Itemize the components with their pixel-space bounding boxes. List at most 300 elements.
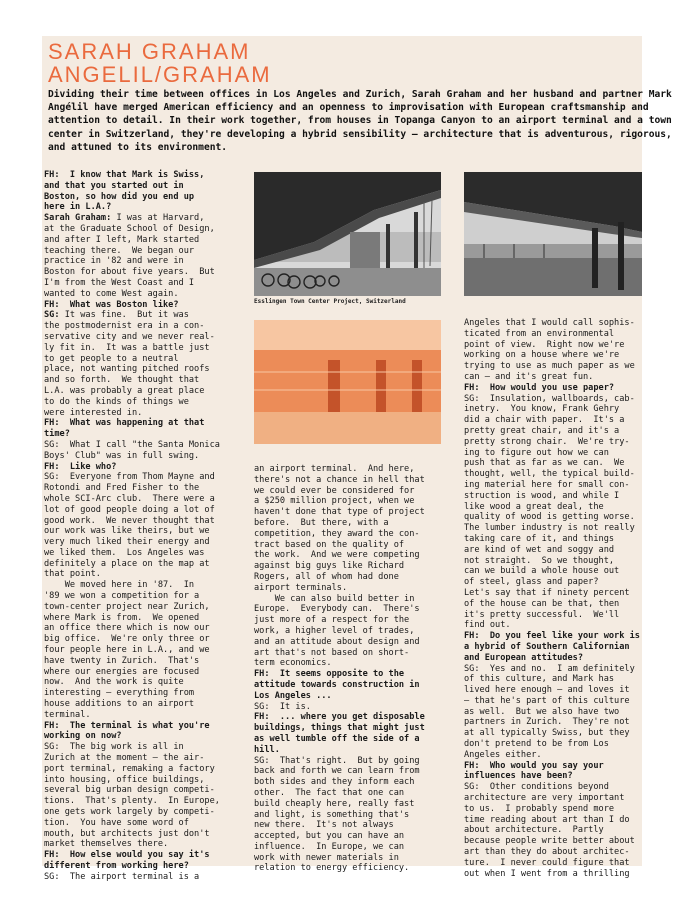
text-line bbox=[464, 717, 642, 728]
text-line bbox=[44, 213, 239, 224]
text-line-content: FH: Like who? bbox=[44, 461, 117, 472]
text-line bbox=[44, 451, 239, 462]
photo-canopy-bikes bbox=[254, 172, 441, 296]
text-line bbox=[254, 691, 442, 702]
text-line-content: and so forth. We thought that bbox=[44, 375, 200, 386]
text-line bbox=[464, 858, 642, 869]
text-line bbox=[464, 664, 642, 675]
text-line bbox=[464, 448, 642, 459]
text-line-content: of the house can be that, then bbox=[464, 598, 620, 609]
text-line-content: one gets work largely by competi- bbox=[44, 807, 215, 818]
text-line-content: — that he's part of this culture bbox=[464, 695, 630, 706]
text-line bbox=[44, 408, 239, 419]
text-line bbox=[44, 429, 239, 440]
text-line-content: ing to figure out how we can bbox=[464, 447, 609, 458]
text-line bbox=[464, 577, 642, 588]
text-line bbox=[44, 494, 239, 505]
text-line bbox=[464, 318, 642, 329]
text-line bbox=[254, 615, 442, 626]
text-line-content: Boston, so how did you end up bbox=[44, 191, 195, 202]
text-line-content: as well tumble off the side of a bbox=[254, 733, 420, 744]
text-line-content: big office. We're only three or bbox=[44, 634, 210, 645]
text-line-content: art than they do about architec- bbox=[464, 847, 630, 858]
text-line bbox=[44, 548, 239, 559]
text-line bbox=[44, 526, 239, 537]
text-line bbox=[44, 462, 239, 473]
text-line bbox=[254, 529, 442, 540]
text-line-content: interesting — everything from bbox=[44, 688, 195, 699]
text-line-content: whole SCI-Arc club. There were a bbox=[44, 493, 215, 504]
text-line bbox=[464, 750, 642, 761]
text-line-content: different from working here? bbox=[44, 861, 189, 871]
text-line bbox=[44, 202, 239, 213]
text-line bbox=[254, 669, 442, 680]
text-line bbox=[44, 300, 239, 311]
text-line-content: tract based on the quality of bbox=[254, 539, 405, 550]
text-line bbox=[44, 569, 239, 580]
text-line-content: it's pretty successful. We'll bbox=[464, 609, 620, 620]
text-line bbox=[44, 785, 239, 796]
text-line-content: are kind of wet and soggy and bbox=[464, 544, 615, 555]
text-line bbox=[44, 656, 239, 667]
text-line bbox=[44, 580, 239, 591]
text-line-content: working on a house where we're bbox=[464, 350, 620, 361]
text-line bbox=[464, 610, 642, 621]
text-line bbox=[44, 170, 239, 181]
text-line bbox=[254, 831, 442, 842]
text-line bbox=[254, 486, 442, 497]
text-line bbox=[44, 321, 239, 332]
text-line bbox=[44, 537, 239, 548]
text-line-content: at all typically Swiss, but they bbox=[464, 728, 630, 739]
text-line-content: find out. bbox=[464, 620, 511, 631]
text-line bbox=[464, 469, 642, 480]
text-line-content: just more of a respect for the bbox=[254, 615, 410, 626]
text-line bbox=[464, 372, 642, 383]
text-line bbox=[254, 734, 442, 745]
text-line bbox=[464, 545, 642, 556]
text-line bbox=[254, 626, 442, 637]
text-line bbox=[44, 343, 239, 354]
text-line-content: definitely a place on the map at bbox=[44, 558, 210, 569]
text-line bbox=[464, 771, 642, 782]
text-line bbox=[44, 364, 239, 375]
text-line-content: airport terminals. bbox=[254, 582, 348, 593]
text-line-content: there's not a chance in hell that bbox=[254, 474, 425, 485]
text-line-content: tion. You have some word of bbox=[44, 817, 189, 828]
text-line-content: SG: It is. bbox=[254, 701, 311, 712]
text-line-content: out when I went from a thrilling bbox=[464, 868, 630, 879]
text-line-content: partners in Zurich. They're not bbox=[464, 717, 630, 728]
text-line-content: thought, well, the typical build- bbox=[464, 469, 635, 480]
text-line bbox=[44, 850, 239, 861]
text-line-content: here in L.A.? bbox=[44, 202, 112, 213]
text-line-content: work, a higher level of trades, bbox=[254, 625, 415, 636]
text-line bbox=[254, 550, 442, 561]
text-line-content: several big urban design competi- bbox=[44, 785, 215, 796]
text-line bbox=[44, 332, 239, 343]
text-line bbox=[254, 648, 442, 659]
text-line bbox=[44, 742, 239, 753]
text-line-content: working on now? bbox=[44, 731, 122, 742]
text-line-content: FH: Who would you say your bbox=[464, 760, 604, 771]
text-line bbox=[254, 712, 442, 723]
text-line-content: SG: The airport terminal is a bbox=[44, 871, 200, 882]
text-line-content: Zurich at the moment — the air- bbox=[44, 753, 205, 764]
text-line-content: and that you started out in bbox=[44, 180, 184, 191]
text-line bbox=[254, 583, 442, 594]
text-line bbox=[464, 599, 642, 610]
article-title bbox=[48, 40, 272, 86]
text-line bbox=[44, 440, 239, 451]
text-line-content: not straight. So we thought, bbox=[464, 555, 615, 566]
text-line-content: haven't done that type of project bbox=[254, 507, 425, 518]
text-line-content: hill. bbox=[254, 744, 280, 755]
text-line bbox=[254, 594, 442, 605]
text-line bbox=[254, 810, 442, 821]
text-line-content: against big guys like Richard bbox=[254, 561, 405, 572]
text-line bbox=[464, 707, 642, 718]
text-line-content: ly fit in. It was a battle just bbox=[44, 342, 210, 353]
text-line-content: a $250 million project, when we bbox=[254, 496, 415, 507]
text-line-content: house additions to an airport bbox=[44, 699, 195, 710]
text-line bbox=[44, 472, 239, 483]
text-line-content: wanted to come West again. bbox=[44, 288, 179, 299]
text-line-content: about architecture. Partly bbox=[464, 825, 604, 836]
text-line-content: can — and it's great fun. bbox=[464, 371, 594, 382]
photo-building-orange bbox=[254, 320, 441, 444]
text-line bbox=[254, 658, 442, 669]
text-line bbox=[44, 753, 239, 764]
text-line bbox=[464, 340, 642, 351]
text-line-content: influence. In Europe, we can bbox=[254, 841, 405, 852]
text-line-content: FH: The terminal is what you're bbox=[44, 720, 210, 731]
photo-canopy-shelter bbox=[464, 172, 642, 296]
text-line-content: before. But there, with a bbox=[254, 517, 389, 528]
text-line bbox=[254, 496, 442, 507]
text-line-content: port terminal, remaking a factory bbox=[44, 763, 215, 774]
text-line bbox=[464, 404, 642, 415]
text-line-content: at the Graduate School of Design, bbox=[44, 223, 215, 234]
text-line-content: FH: ... where you get disposable bbox=[254, 712, 425, 723]
text-line-content: where our energies are focused bbox=[44, 666, 200, 677]
text-line-content: like wood a great deal, the bbox=[464, 501, 604, 512]
text-line bbox=[254, 604, 442, 615]
text-line bbox=[254, 723, 442, 734]
text-line-content: can we build a whole house out bbox=[464, 566, 620, 577]
text-line-content: competition, they award the con- bbox=[254, 528, 420, 539]
text-line-content: pretty strong chair. We're try- bbox=[464, 436, 630, 447]
text-line-content: an office there which is now our bbox=[44, 623, 210, 634]
text-line-content: the postmodernist era in a con- bbox=[44, 321, 205, 332]
text-line-content: FH: It seems opposite to the bbox=[254, 669, 405, 680]
text-line bbox=[44, 623, 239, 634]
text-line-content: town-center project near Zurich, bbox=[44, 601, 210, 612]
text-line-content: pretty great chair, and it's a bbox=[464, 425, 620, 436]
text-line-content: were interested in. bbox=[44, 407, 143, 418]
text-line bbox=[44, 829, 239, 840]
text-line-content: inetry. You know, Frank Gehry bbox=[464, 404, 620, 415]
text-line bbox=[254, 788, 442, 799]
text-line-content: to do the kinds of things we bbox=[44, 396, 189, 407]
text-line-content: an airport terminal. And here, bbox=[254, 464, 415, 474]
text-line bbox=[254, 853, 442, 864]
text-line-content: of steel, glass and paper? bbox=[464, 577, 599, 588]
text-line-content: where Mark is from. We opened bbox=[44, 612, 200, 623]
text-line-content: Rotondi and Fred Fisher to the bbox=[44, 483, 200, 494]
text-line bbox=[44, 807, 239, 818]
text-line-content: '89 we won a competition for a bbox=[44, 591, 200, 602]
text-line-content: Los Angeles ... bbox=[254, 690, 332, 701]
text-line-content: ticated from an environmental bbox=[464, 328, 615, 339]
text-line bbox=[44, 645, 239, 656]
text-line bbox=[254, 702, 442, 713]
text-line-content: attitude towards construction in bbox=[254, 679, 420, 690]
text-line bbox=[254, 561, 442, 572]
text-line bbox=[44, 731, 239, 742]
text-line-content: I'm from the West Coast and I bbox=[44, 277, 195, 288]
text-line-content: push that as far as we can. We bbox=[464, 458, 625, 469]
text-line-content: lived here enough — and loves it bbox=[464, 685, 630, 696]
text-line bbox=[464, 685, 642, 696]
text-line bbox=[254, 464, 442, 475]
text-line-content: taking care of it, and things bbox=[464, 533, 615, 544]
text-line-content: Sarah Graham: bbox=[44, 213, 112, 224]
text-line bbox=[464, 620, 642, 631]
text-line bbox=[464, 782, 642, 793]
text-line-content: SG: Everyone from Thom Mayne and bbox=[44, 472, 215, 483]
text-line-content: influences have been? bbox=[464, 771, 573, 782]
interview-column-1 bbox=[44, 170, 239, 882]
interview-column-3 bbox=[464, 318, 642, 879]
text-line bbox=[44, 483, 239, 494]
text-line bbox=[254, 756, 442, 767]
text-line bbox=[464, 502, 642, 513]
text-line bbox=[44, 861, 239, 872]
text-line-content: mouth, but architects just don't bbox=[44, 828, 210, 839]
text-line-content: SG: That's right. But by going bbox=[254, 755, 420, 766]
text-line bbox=[464, 491, 642, 502]
text-line bbox=[254, 680, 442, 691]
text-line-content: accepted, but you can have an bbox=[254, 831, 405, 842]
text-line-content: ture. I never could figure that bbox=[464, 857, 630, 868]
text-line bbox=[464, 566, 642, 577]
text-line bbox=[464, 394, 642, 405]
text-line bbox=[44, 613, 239, 624]
text-line bbox=[44, 667, 239, 678]
text-line-content: back and forth we can learn from bbox=[254, 766, 420, 777]
text-line-content: teaching there. We began our bbox=[44, 245, 195, 256]
text-line-content: Let's say that if ninety percent bbox=[464, 587, 630, 598]
text-line bbox=[44, 775, 239, 786]
text-line bbox=[464, 480, 642, 491]
text-line-content: to get people to a neutral bbox=[44, 353, 179, 364]
text-line-content: FH: How else would you say it's bbox=[44, 850, 210, 861]
text-line bbox=[44, 602, 239, 613]
text-line bbox=[44, 818, 239, 829]
text-line-content: Europe. Everybody can. There's bbox=[254, 604, 420, 615]
text-line bbox=[44, 246, 239, 257]
text-line-content: SG: Insulation, wallboards, cab- bbox=[464, 393, 635, 404]
text-line bbox=[464, 631, 642, 642]
text-line bbox=[254, 518, 442, 529]
text-line bbox=[44, 710, 239, 721]
photo-caption: Esslingen Town Center Project, Switzerland bbox=[254, 298, 406, 305]
text-line-content: term economics. bbox=[254, 658, 332, 669]
text-line bbox=[254, 572, 442, 583]
text-line-content: of this culture, and Mark has bbox=[464, 674, 615, 685]
text-line-content: and an attitude about design and bbox=[254, 636, 420, 647]
text-line bbox=[464, 869, 642, 880]
text-line-content: new there. It's not always bbox=[254, 820, 394, 831]
text-line bbox=[464, 383, 642, 394]
text-line bbox=[44, 386, 239, 397]
text-line-content: tions. That's plenty. In Europe, bbox=[44, 796, 220, 807]
text-line bbox=[254, 842, 442, 853]
text-line bbox=[464, 815, 642, 826]
text-line-content: The lumber industry is not really bbox=[464, 523, 635, 534]
text-line-content: struction is wood, and while I bbox=[464, 490, 620, 501]
text-line-content: other. The fact that one can bbox=[254, 787, 405, 798]
text-line-content: time? bbox=[44, 429, 70, 440]
text-line bbox=[464, 426, 642, 437]
text-line bbox=[44, 721, 239, 732]
text-line bbox=[464, 523, 642, 534]
text-line-content: architecture are very important bbox=[464, 793, 625, 804]
text-line-content: Boys' Club" was in full swing. bbox=[44, 450, 200, 461]
magazine-page bbox=[42, 36, 672, 882]
title-line-1: SARAH GRAHAM bbox=[48, 39, 251, 64]
text-line bbox=[464, 512, 642, 523]
text-line bbox=[254, 540, 442, 551]
text-line-content: art that's not based on short- bbox=[254, 647, 410, 658]
text-line-content: trying to use as much paper as we bbox=[464, 361, 635, 372]
text-line bbox=[254, 863, 442, 874]
text-line-content: Rogers, all of whom had done bbox=[254, 571, 399, 582]
text-line bbox=[254, 766, 442, 777]
text-line bbox=[44, 192, 239, 203]
text-line bbox=[44, 310, 239, 321]
text-line bbox=[254, 637, 442, 648]
text-line bbox=[464, 329, 642, 340]
text-line bbox=[44, 289, 239, 300]
text-line bbox=[44, 256, 239, 267]
text-line-content: market themselves there. bbox=[44, 839, 169, 850]
text-line-content: SG: Other conditions beyond bbox=[464, 782, 609, 793]
text-line-content: as well. But we also have two bbox=[464, 706, 620, 717]
text-line bbox=[44, 839, 239, 850]
text-line-content: to us. I probably spend more bbox=[464, 803, 615, 814]
text-line-content: have twenty in Zurich. That's bbox=[44, 655, 200, 666]
text-line bbox=[44, 505, 239, 516]
text-line-content: four people here in L.A., and we bbox=[44, 645, 210, 656]
text-line bbox=[464, 534, 642, 545]
text-line-content: the work. And we were competing bbox=[254, 550, 420, 561]
text-line bbox=[464, 696, 642, 707]
text-line-content: and light, is something that's bbox=[254, 809, 410, 820]
text-line-content: that point. bbox=[44, 569, 101, 580]
text-line-content: Angeles that I would call sophis- bbox=[464, 318, 635, 328]
text-line-content: terminal. bbox=[44, 709, 91, 720]
text-line bbox=[464, 653, 642, 664]
text-line-content: Angeles either. bbox=[464, 749, 542, 760]
text-line-content: quality of wood is getting worse. bbox=[464, 512, 635, 523]
text-line-content: because people write better about bbox=[464, 836, 635, 847]
text-line bbox=[44, 224, 239, 235]
text-line bbox=[464, 350, 642, 361]
text-line bbox=[44, 796, 239, 807]
text-line bbox=[44, 235, 239, 246]
text-line bbox=[44, 764, 239, 775]
text-line-content: work with newer materials in bbox=[254, 852, 399, 863]
text-line bbox=[44, 634, 239, 645]
text-line-content: lot of good people doing a lot of bbox=[44, 504, 215, 515]
text-line bbox=[464, 674, 642, 685]
text-line-content: Boston for about five years. But bbox=[44, 267, 215, 278]
text-line bbox=[44, 677, 239, 688]
text-line-content: FH: How would you use paper? bbox=[464, 382, 615, 393]
text-line-content: we could ever be considered for bbox=[254, 485, 415, 496]
text-line bbox=[44, 516, 239, 527]
text-line bbox=[44, 559, 239, 570]
text-line bbox=[464, 739, 642, 750]
text-line bbox=[44, 278, 239, 289]
text-line-content: we liked them. Los Angeles was bbox=[44, 547, 205, 558]
text-line-content: good work. We never thought that bbox=[44, 515, 215, 526]
text-line bbox=[44, 699, 239, 710]
text-line-content: place, not wanting pitched roofs bbox=[44, 364, 210, 375]
text-line bbox=[464, 361, 642, 372]
text-line-content: FH: What was happening at that bbox=[44, 418, 205, 429]
text-line-content: L.A. was probably a great place bbox=[44, 385, 205, 396]
text-line bbox=[44, 688, 239, 699]
text-line-content: FH: What was Boston like? bbox=[44, 299, 179, 310]
text-line bbox=[464, 761, 642, 772]
text-line bbox=[464, 415, 642, 426]
text-line bbox=[464, 825, 642, 836]
text-line-content: did a chair with paper. It's a bbox=[464, 415, 625, 426]
text-line-content: ing material here for small con- bbox=[464, 479, 630, 490]
text-line-content: SG: What I call "the Santa Monica bbox=[44, 439, 220, 450]
text-line bbox=[44, 418, 239, 429]
text-line-content: servative city and we never real- bbox=[44, 331, 215, 342]
text-line bbox=[464, 642, 642, 653]
text-line bbox=[44, 591, 239, 602]
text-line-content: and after I left, Mark started bbox=[44, 234, 200, 245]
text-line-content: build cheaply here, really fast bbox=[254, 798, 415, 809]
text-line bbox=[254, 799, 442, 810]
text-line bbox=[464, 728, 642, 739]
text-line-content: SG: The big work is all in bbox=[44, 742, 184, 753]
text-line bbox=[44, 397, 239, 408]
text-line-content: into housing, office buildings, bbox=[44, 774, 205, 785]
text-line-content: both sides and they inform each bbox=[254, 777, 415, 788]
text-line-continuation: It was fine. But it was bbox=[59, 310, 189, 321]
title-line-2: ANGELIL/GRAHAM bbox=[48, 62, 272, 87]
text-line-content: relation to energy efficiency. bbox=[254, 863, 410, 874]
text-line-continuation: I was at Harvard, bbox=[111, 213, 205, 224]
text-line bbox=[464, 437, 642, 448]
text-line bbox=[254, 745, 442, 756]
text-line-content: don't pretend to be from Los bbox=[464, 739, 609, 750]
text-line bbox=[464, 588, 642, 599]
text-line-content: now. And the work is quite bbox=[44, 677, 184, 688]
text-line-content: We can also build better in bbox=[254, 593, 415, 604]
text-line bbox=[464, 804, 642, 815]
text-line-content: a hybrid of Southern Californian bbox=[464, 641, 630, 652]
text-line bbox=[254, 475, 442, 486]
text-line bbox=[464, 836, 642, 847]
